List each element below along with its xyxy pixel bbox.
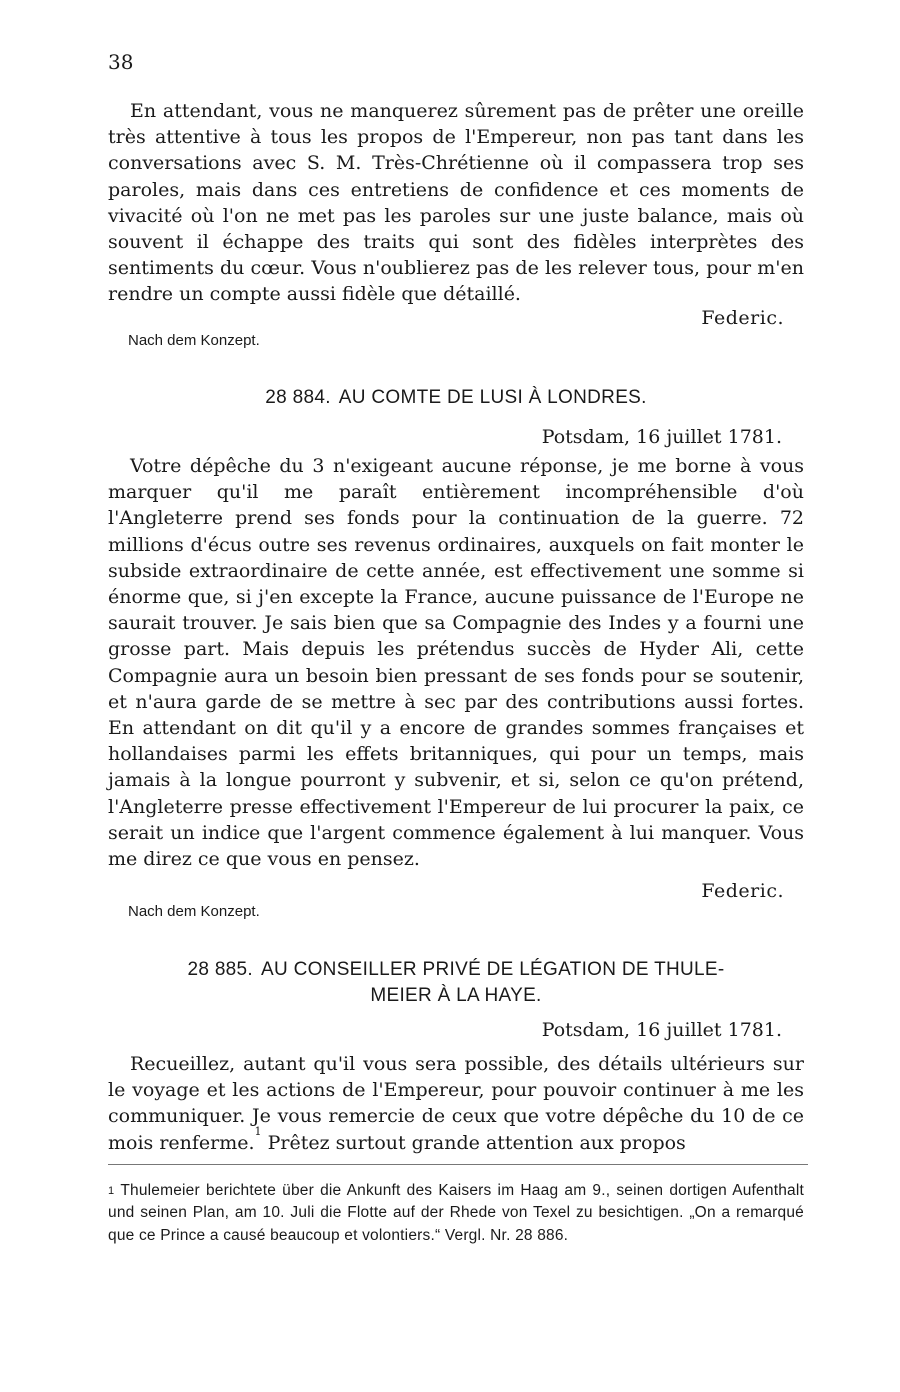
letter-body-text-continued: Prêtez surtout grande attention aux propos [261, 1131, 686, 1154]
dateline: Potsdam, 16 juillet 1781. [541, 426, 782, 448]
signature: Federic. [701, 880, 784, 902]
footnote [108, 1180, 804, 1247]
letter-number: 28 884. [265, 387, 331, 408]
footnote-text: Thulemeier berichtete über die Ankunft des Kaisers im Haag am 9., seinen dortigen Aufenthalt und seinen Plan, am 10. Juli die Flotte auf der Rhede von Texel zu besichtigen. „On a remarqué que ce Prince a causé beaucoup et volontiers.“ Vergl. Nr. 28 886. [108, 1182, 804, 1244]
page-number: 38 [108, 50, 134, 74]
letter-body-text: Votre dépêche du 3 n'exigeant aucune réponse, je me borne à vous marquer qu'il me paraît entièrement incompréhensible d'où l'Angleterre prend ses fonds pour la continuation de la guerre. 72 millions d'écus outre ses revenus ordinaires, auxquels on fait monter le subside extraordinaire de cette année, est effectivement une somme si énorme que, si j'en excepte la France, aucune puissance de l'Europe ne saurait trouver. Je sais bien que sa Compagnie des Indes y a fourni une grosse part. Mais depuis les prétendus succès de Hyder Ali, cette Compagnie aura un besoin bien pressant de ses fonds pour se soutenir, et n'aura garde de se mettre à sec par des contributions aussi fortes. En attendant on dit qu'il y a encore de grandes sommes françaises et hollandaises parmi les effets britanniques, qui pour un temps, mais jamais à la longue pourront y subvenir, et si, selon ce qu'on prétend, l'Angleterre presse effectivement l'Empereur de lui procurer la paix, ce serait un indice que l'argent commence également à lui manquer. Vous me direz ce que vous en pensez. [108, 455, 804, 871]
letter-number: 28 885. [187, 959, 253, 980]
letter-title-line2: MEIER À LA HAYE. [370, 985, 542, 1006]
dateline: Potsdam, 16 juillet 1781. [541, 1019, 782, 1041]
footnote-divider [108, 1164, 808, 1165]
letter-heading [108, 957, 804, 1009]
signature: Federic. [701, 307, 784, 329]
footnote-reference[interactable]: 1 [254, 1125, 262, 1139]
letter-body-text: Recueillez, autant qu'il vous sera possible, des détails ultérieurs sur le voyage et les actions de l'Empereur, pour pouvoir continuer à me les communiquer. Je vous remercie de ceux que votre dépêche du 10 de ce mois renferme. [108, 1053, 804, 1154]
source-note: Nach dem Konzept. [128, 903, 260, 920]
letter-body [108, 453, 804, 872]
letter-title-line1: AU CONSEILLER PRIVÉ DE LÉGATION DE THULE- [261, 959, 725, 980]
letter-continuation-paragraph [108, 98, 804, 308]
footnote-marker: 1 [108, 1185, 115, 1197]
source-note: Nach dem Konzept. [128, 332, 260, 349]
letter-body [108, 1051, 804, 1156]
letter-title: AU COMTE DE LUSI À LONDRES. [338, 387, 647, 408]
letter-continuation-text: En attendant, vous ne manquerez sûrement pas de prêter une oreille très attentive à tous les propos de l'Empereur, non pas tant dans les conversations avec S. M. Très-Chrétienne où il compassera trop ses paroles, mais dans ces entretiens de confidence et ces moments de vivacité où l'on ne met pas les paroles sur une juste balance, mais où souvent il échappe des traits qui sont des fidèles interprètes des sentiments du cœur. Vous n'oublierez pas de les relever tous, pour m'en rendre un compte aussi fidèle que détaillé. [108, 100, 804, 306]
letter-heading [108, 385, 804, 411]
